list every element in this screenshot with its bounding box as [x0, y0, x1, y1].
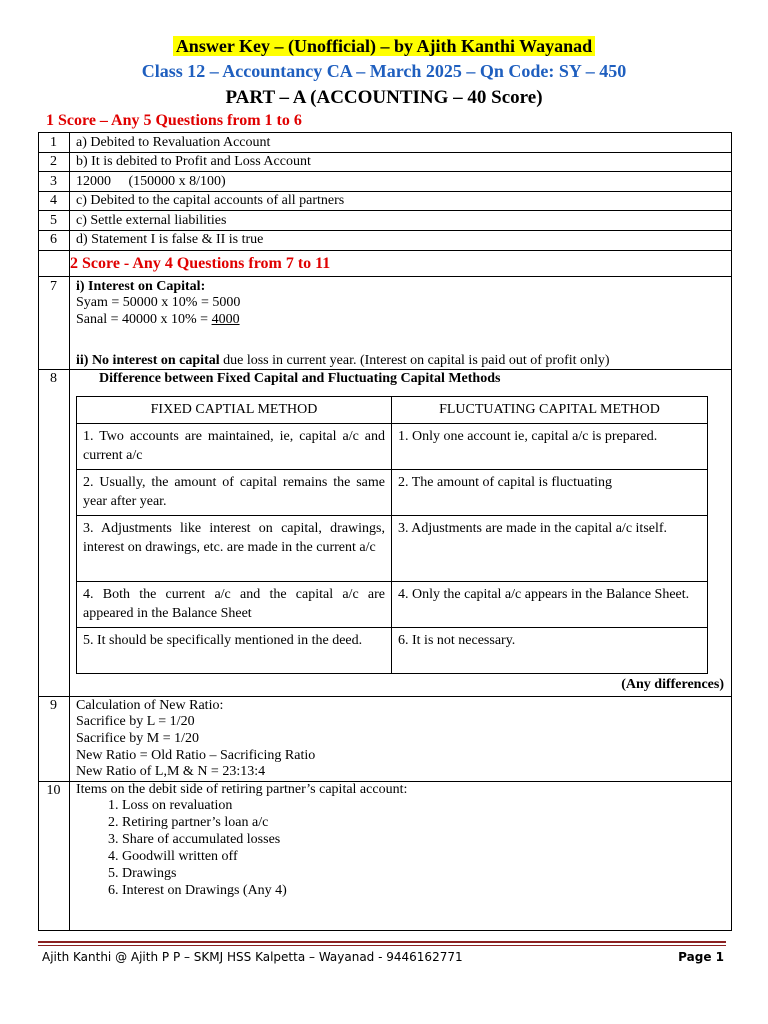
- section-a-heading: 1 Score – Any 5 Questions from 1 to 6: [46, 112, 302, 129]
- question-number: 5: [50, 213, 57, 228]
- fluctuating-cell: 3. Adjustments are made in the capital a/c itself.: [392, 516, 708, 582]
- footer-rule: [38, 945, 726, 946]
- page-number: Page 1: [678, 950, 724, 964]
- answer-text: 12000 (150000 x 8/100): [76, 174, 226, 189]
- fluctuating-cell: 2. The amount of capital is fluctuating: [392, 470, 708, 516]
- row-divider: [38, 250, 732, 251]
- answer-key-title: Answer Key – (Unofficial) – by Ajith Kanthi Wayanad: [0, 36, 768, 57]
- question-number: 8: [50, 371, 57, 386]
- row-divider: [38, 369, 732, 370]
- fluctuating-cell: 6. It is not necessary.: [392, 628, 708, 674]
- list-item: 2. Retiring partner’s loan a/c: [122, 814, 287, 831]
- list-item: 5. Drawings: [122, 865, 287, 882]
- answer-text: c) Debited to the capital accounts of all partners: [76, 193, 345, 208]
- answer-text: b) It is debited to Profit and Loss Account: [76, 154, 311, 169]
- column-header-fluctuating: FLUCTUATING CAPITAL METHOD: [392, 397, 708, 424]
- fixed-cell: 4. Both the current a/c and the capital a/c are appeared in the Balance Sheet: [77, 582, 392, 628]
- number-column-divider: [69, 132, 70, 931]
- q9-line: New Ratio = Old Ratio – Sacrificing Ratio: [76, 748, 316, 763]
- q7-part2: ii) No interest on capital due loss in current year. (Interest on capital is paid out of profit only): [76, 353, 610, 368]
- part-heading: PART – A (ACCOUNTING – 40 Score): [225, 87, 543, 108]
- answer-text: a) Debited to Revaluation Account: [76, 135, 271, 150]
- footer-author: Ajith Kanthi @ Ajith P P – SKMJ HSS Kalpetta – Wayanad - 9446162771: [42, 950, 463, 964]
- list-item: 4. Goodwill written off: [122, 848, 287, 865]
- question-number: 9: [50, 698, 57, 713]
- question-number: 10: [46, 783, 61, 798]
- any-differences-note: (Any differences): [621, 677, 724, 692]
- row-divider: [38, 171, 732, 172]
- fluctuating-cell: 1. Only one account ie, capital a/c is prepared.: [392, 424, 708, 470]
- row-divider: [38, 191, 732, 192]
- q9-line: Calculation of New Ratio:: [76, 698, 224, 713]
- q9-line: Sacrifice by M = 1/20: [76, 731, 199, 746]
- question-number: 7: [50, 279, 57, 294]
- q7-part1-title: i) Interest on Capital:: [76, 279, 206, 294]
- fixed-cell: 1. Two accounts are maintained, ie, capital a/c and current a/c: [77, 424, 392, 470]
- list-item: 1. Loss on revaluation: [122, 797, 287, 814]
- list-item: 3. Share of accumulated losses: [122, 831, 287, 848]
- question-number: 4: [50, 193, 57, 208]
- question-number: 3: [50, 174, 57, 189]
- answer-text: d) Statement I is false & II is true: [76, 232, 264, 247]
- answer-text: c) Settle external liabilities: [76, 213, 227, 228]
- row-divider: [38, 276, 732, 277]
- q10-intro: Items on the debit side of retiring partner’s capital account:: [76, 782, 408, 797]
- footer-rule: [38, 941, 726, 943]
- row-divider: [38, 230, 732, 231]
- section-b-heading: 2 Score - Any 4 Questions from 7 to 11: [70, 255, 331, 272]
- fixed-cell: 3. Adjustments like interest on capital, drawings, interest on drawings, etc. are made in the current a/c: [77, 516, 392, 582]
- fixed-cell: 2. Usually, the amount of capital remains the same year after year.: [77, 470, 392, 516]
- fluctuating-cell: 4. Only the capital a/c appears in the Balance Sheet.: [392, 582, 708, 628]
- q10-item-list: [76, 797, 287, 899]
- q7-line2: Sanal = 40000 x 10% = 4000: [76, 312, 240, 327]
- list-item: 6. Interest on Drawings (Any 4): [122, 882, 287, 899]
- q9-line: Sacrifice by L = 1/20: [76, 714, 195, 729]
- question-number: 2: [50, 154, 57, 169]
- row-divider: [38, 696, 732, 697]
- class-subtitle: Class 12 – Accountancy CA – March 2025 – Qn Code: SY – 450: [141, 61, 627, 81]
- question-number: 1: [50, 135, 57, 150]
- row-divider: [38, 210, 732, 211]
- question-number: 6: [50, 232, 57, 247]
- q7-line1: Syam = 50000 x 10% = 5000: [76, 295, 241, 310]
- column-header-fixed: FIXED CAPTIAL METHOD: [77, 397, 392, 424]
- q8-title: Difference between Fixed Capital and Fluctuating Capital Methods: [99, 371, 501, 386]
- difference-table: [76, 396, 708, 674]
- q9-line: New Ratio of L,M & N = 23:13:4: [76, 764, 266, 779]
- row-divider: [38, 152, 732, 153]
- fixed-cell: 5. It should be specifically mentioned in the deed.: [77, 628, 392, 674]
